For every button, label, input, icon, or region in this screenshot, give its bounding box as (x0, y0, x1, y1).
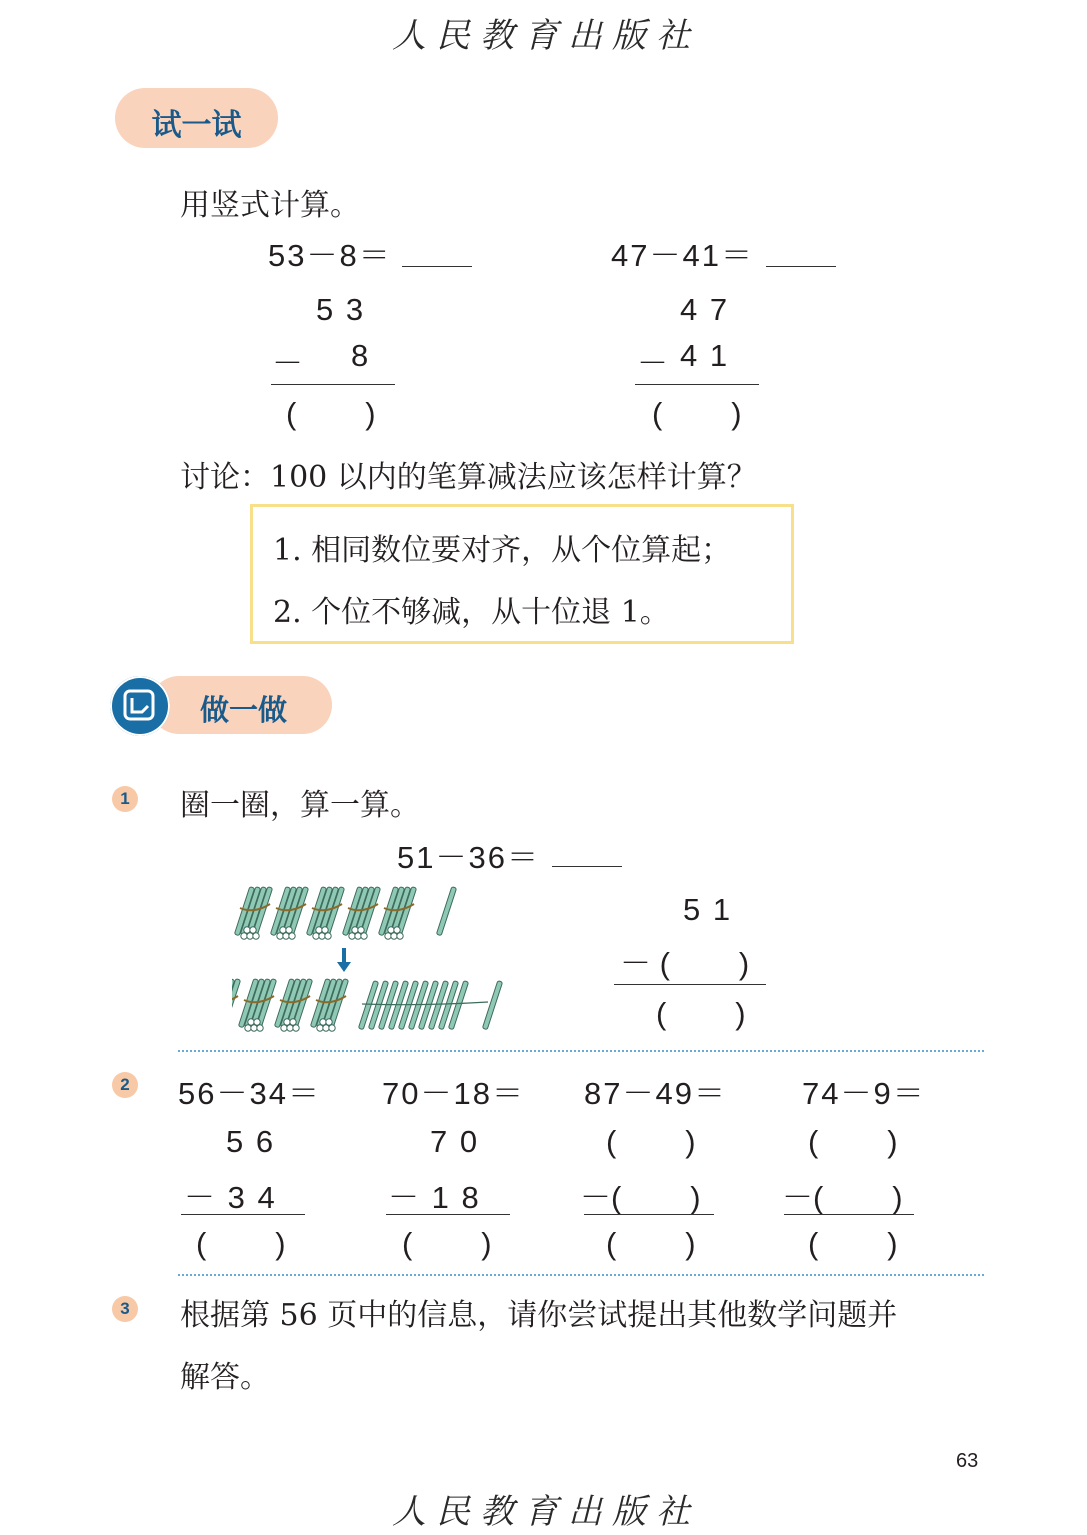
ex2-answer-2[interactable]: ( ) (402, 1226, 492, 1261)
answer-paren-2[interactable]: ( ) (652, 396, 742, 431)
answer-blank-2[interactable] (766, 266, 836, 267)
vertical-bottom-1: 8 (351, 338, 371, 373)
ex2-top-1: 5 6 (226, 1124, 276, 1159)
ex1-answer-blank[interactable] (552, 866, 622, 867)
ex2-equation-2: 70－18＝ (382, 1076, 525, 1111)
try-equation-2: 47－41＝ (611, 238, 754, 273)
section-divider-1 (178, 1050, 984, 1052)
minus-sign-2: － (637, 346, 670, 381)
vertical-bottom-2: 4 1 (680, 338, 730, 373)
do-section-pill (150, 676, 332, 734)
vertical-top-2: 4 7 (680, 292, 730, 327)
ex2-equation-3: 87－49＝ (584, 1076, 727, 1111)
ex2-line-2 (386, 1214, 510, 1215)
section-divider-2 (178, 1274, 984, 1276)
discussion-prefix: 讨论： (180, 460, 270, 495)
ex2-equation-1: 56－34＝ (178, 1076, 321, 1111)
page-number: 63 (956, 1450, 979, 1472)
vertical-line-2 (635, 384, 759, 385)
ex1-vertical-line (614, 984, 766, 985)
ex2-top-3[interactable]: ( ) (606, 1124, 696, 1159)
ex3-text-line-2: 解答。 (180, 1360, 270, 1395)
answer-blank-1[interactable] (402, 266, 472, 267)
exercise-number-3: 3 (112, 1296, 138, 1322)
try-section-title: 试一试 (151, 108, 242, 143)
ex2-line-4 (784, 1214, 914, 1215)
ex2-minus-row-1: － 3 4 (184, 1180, 277, 1215)
ex2-line-1 (181, 1214, 305, 1215)
ex2-equation-4: 74－9＝ (802, 1076, 926, 1111)
vertical-line-1 (271, 384, 395, 385)
do-section-title: 做一做 (200, 693, 288, 727)
minus-sign-1: － (272, 346, 305, 381)
tip-1: 1. 相同数位要对齐，从个位算起； (273, 533, 732, 568)
ex2-answer-4[interactable]: ( ) (808, 1226, 898, 1261)
tip-box (250, 504, 794, 644)
ex2-answer-1[interactable]: ( ) (196, 1226, 286, 1261)
ex2-minus-row-4[interactable]: －( ) (782, 1180, 903, 1215)
ex2-top-4[interactable]: ( ) (808, 1124, 898, 1159)
ex1-equation: 51－36＝ (397, 840, 540, 875)
tip-2: 2. 个位不够减，从十位退 1。 (273, 595, 670, 630)
discussion-text: 100 以内的笔算减法应该怎样计算？ (270, 460, 757, 495)
try-section-pill (115, 88, 278, 148)
exercise-number-2: 2 (112, 1072, 138, 1098)
ex2-answer-3[interactable]: ( ) (606, 1226, 696, 1261)
ex1-instruction: 圈一圈，算一算。 (180, 788, 420, 823)
publisher-header: 人民教育出版社 (392, 16, 700, 56)
answer-paren-1[interactable]: ( ) (286, 396, 376, 431)
publisher-footer: 人民教育出版社 (392, 1492, 700, 1532)
exercise-number-1: 1 (112, 786, 138, 812)
ex3-text-line-1: 根据第 56 页中的信息，请你尝试提出其他数学问题并 (180, 1298, 898, 1333)
ex2-minus-row-2: － 1 8 (388, 1180, 481, 1215)
ex2-minus-row-3[interactable]: －( ) (580, 1180, 701, 1215)
try-equation-1: 53－8＝ (268, 238, 392, 273)
ex2-line-3 (584, 1214, 714, 1215)
ex1-vertical-top: 5 1 (683, 892, 733, 927)
try-instruction: 用竖式计算。 (180, 188, 360, 223)
ex1-vertical-minus-row[interactable]: － ( ) (620, 946, 750, 981)
stick-bundles-illustration (232, 880, 522, 1040)
vertical-top-1: 5 3 (316, 292, 366, 327)
book-page-icon (110, 676, 170, 736)
ex2-top-2: 7 0 (430, 1124, 480, 1159)
ex1-answer-paren[interactable]: ( ) (656, 996, 746, 1031)
discussion-line (180, 452, 757, 496)
